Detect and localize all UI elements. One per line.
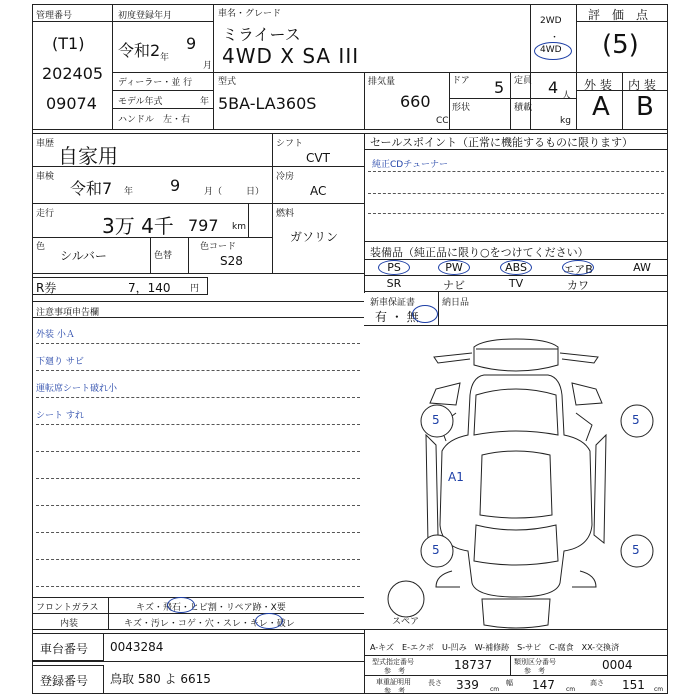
tire-fl: 5: [432, 413, 440, 427]
model-year-label: モデル年式: [118, 97, 163, 107]
height-label: 高さ: [590, 679, 604, 687]
notes-title: 注意事項申告欄: [36, 308, 100, 318]
type-label: 型式指定番号: [372, 658, 414, 666]
exterior-grade: A: [592, 92, 610, 122]
mileage-small: 797: [188, 216, 219, 235]
first-reg-month: 9: [186, 34, 197, 53]
mgmt-num1: 202405: [42, 64, 104, 83]
equipment-circle-2: [500, 260, 532, 275]
car-name: ミライース: [222, 25, 301, 44]
mileage-value: 3万 4千: [102, 214, 174, 238]
interior-label: 内 装: [628, 78, 656, 92]
model-label: 型式: [218, 77, 237, 87]
shift-label: シフト: [276, 139, 304, 149]
car-label: 車名・グレード: [218, 9, 282, 19]
equipment-item-row11: PW: [445, 261, 463, 274]
handle-label: ハンドル 左・右: [118, 115, 191, 125]
inspection-era: 令和7: [70, 179, 113, 198]
color-change-label: 色替: [154, 251, 173, 261]
equipment-item-row13: エアB: [563, 263, 593, 276]
mileage-label: 走行: [36, 209, 55, 219]
note-item: 下廻り サビ: [36, 357, 84, 367]
length-value: 339: [456, 678, 479, 692]
type-value: 18737: [454, 658, 493, 672]
cert-label: 車重証明用: [376, 678, 411, 686]
equipment-circle-0: [378, 260, 410, 275]
aircon-label: 冷房: [276, 172, 295, 182]
drive-2wd: 2WD: [540, 16, 562, 26]
recycle-label: R券: [36, 281, 57, 295]
class-value: 0004: [602, 658, 633, 672]
load-label: 積載: [514, 103, 533, 113]
color-code: S28: [220, 254, 243, 268]
capacity-unit: 人: [562, 91, 572, 101]
tire-fr: 5: [632, 413, 640, 427]
delivery-label: 納日品: [442, 298, 470, 308]
equipment-item-row20: SR: [386, 277, 402, 290]
inspection-label: 車検: [36, 172, 55, 182]
width-value: 147: [532, 678, 555, 692]
warranty-value: 有 ・ 無: [375, 310, 419, 324]
fuel-value: ガソリン: [290, 230, 339, 244]
capacity-label: 定員: [514, 76, 533, 86]
inspection-year-unit: 年: [124, 187, 134, 197]
mgmt-code: (T1): [52, 34, 85, 53]
spare-label: スペア: [392, 617, 420, 627]
front-glass-label: フロントガラス: [36, 603, 99, 613]
displacement: 660: [400, 92, 431, 111]
score-label: 評 価 点: [588, 8, 649, 22]
drive-4wd-circle: [534, 42, 572, 60]
exterior-label: 外 装: [584, 78, 612, 92]
mgmt-num2: 09074: [46, 94, 97, 113]
note-item: シート すれ: [36, 411, 84, 421]
class-label: 類別区分番号: [514, 658, 556, 666]
inspection-month-unit: 月（: [204, 187, 223, 197]
displacement-unit: CC: [436, 116, 449, 126]
front-glass-items: キズ・飛石・ヒビ割・リペア跡・X要: [136, 603, 286, 613]
inspection-day-unit: 日）: [246, 187, 265, 197]
front-glass-circle: [167, 597, 195, 613]
mileage-unit: km: [232, 222, 246, 232]
equipment-item-row12: ABS: [505, 261, 527, 274]
drive-4wd: 4WD: [540, 45, 562, 55]
length-unit: cm: [490, 686, 500, 693]
mgmt-label: 管理番号: [36, 11, 73, 21]
capacity: 4: [548, 78, 559, 97]
interior-items: キズ・汚レ・コゲ・穴・スレ・キレ・破レ: [124, 619, 295, 629]
inspection-month: 9: [170, 176, 181, 195]
interior-grade: B: [636, 92, 654, 122]
length-label: 長さ: [428, 679, 442, 687]
width-label: 幅: [506, 679, 513, 687]
tire-rl: 5: [432, 543, 440, 557]
equipment-item-row14: AW: [633, 261, 651, 274]
color-label: 色: [36, 242, 46, 252]
equipment-item-row21: ナビ: [443, 279, 465, 292]
equipment-item-row22: TV: [508, 277, 524, 290]
recycle-value: 7，140: [128, 281, 171, 295]
chassis-label: 車台番号: [40, 642, 89, 656]
car-grade: 4WD X SA III: [222, 44, 360, 68]
equipment-item-row10: PS: [387, 261, 401, 274]
interior-circle: [255, 613, 283, 629]
plate-value: 鳥取 580 よ 6615: [110, 672, 211, 686]
aircon-value: AC: [310, 184, 327, 198]
equipment-title: 装備品（純正品に限り○をつけてください）: [370, 246, 589, 259]
note-item: 外装 小Ａ: [36, 330, 75, 340]
damage-a1: A1: [448, 470, 464, 484]
equipment-circle-1: [438, 260, 470, 275]
first-reg-year-unit: 年: [160, 53, 170, 63]
fuel-label: 燃料: [276, 209, 295, 219]
tire-rr: 5: [632, 543, 640, 557]
height-unit: cm: [654, 686, 664, 693]
door-label: ドア: [452, 76, 470, 86]
color-code-label: 色コード: [200, 242, 237, 252]
warranty-none-circle: [412, 305, 438, 323]
equipment-item-row23: カワ: [567, 279, 589, 292]
damage-legend: A-キズ E-エクボ U-凹み W-補修跡 S-サビ C-腐食 XX-交換済: [370, 643, 620, 652]
cert-sub: 参 考: [384, 687, 405, 695]
displacement-label: 排気量: [368, 77, 396, 87]
width-unit: cm: [566, 686, 576, 693]
first-reg-label: 初度登録年月: [118, 11, 173, 21]
chassis-value: 0043284: [110, 640, 164, 654]
load-unit: kg: [560, 116, 571, 126]
sales-point-1: 純正CDチューナー: [372, 160, 448, 170]
drive-dot: ・: [550, 33, 560, 43]
equipment-circle-3: [562, 260, 594, 275]
note-item: 運転席シート破れ小: [36, 384, 118, 394]
type-sub: 参 考: [384, 667, 405, 675]
color-value: シルバー: [60, 249, 107, 263]
history-value: 自家用: [58, 144, 118, 168]
height-value: 151: [622, 678, 645, 692]
history-label: 車歴: [36, 139, 55, 149]
shape-label: 形状: [452, 103, 471, 113]
warranty-label: 新車保証書: [370, 298, 416, 308]
model-year-unit: 年: [200, 97, 210, 107]
interior-label-row: 内装: [60, 619, 79, 629]
doors: 5: [494, 78, 505, 97]
model-code: 5BA-LA360S: [218, 94, 317, 113]
class-sub: 参 考: [524, 667, 545, 675]
first-reg-era: 令和2: [118, 41, 161, 60]
dealer-label: ディーラー・並 行: [118, 78, 193, 88]
plate-label: 登録番号: [40, 674, 89, 688]
sales-title: セールスポイント（正常に機能するものに限ります）: [370, 136, 634, 149]
recycle-unit: 円: [190, 284, 200, 294]
first-reg-month-unit: 月: [203, 61, 213, 71]
score: (5): [602, 30, 639, 60]
car-damage-diagram: [364, 325, 668, 637]
shift-value: CVT: [306, 151, 330, 165]
